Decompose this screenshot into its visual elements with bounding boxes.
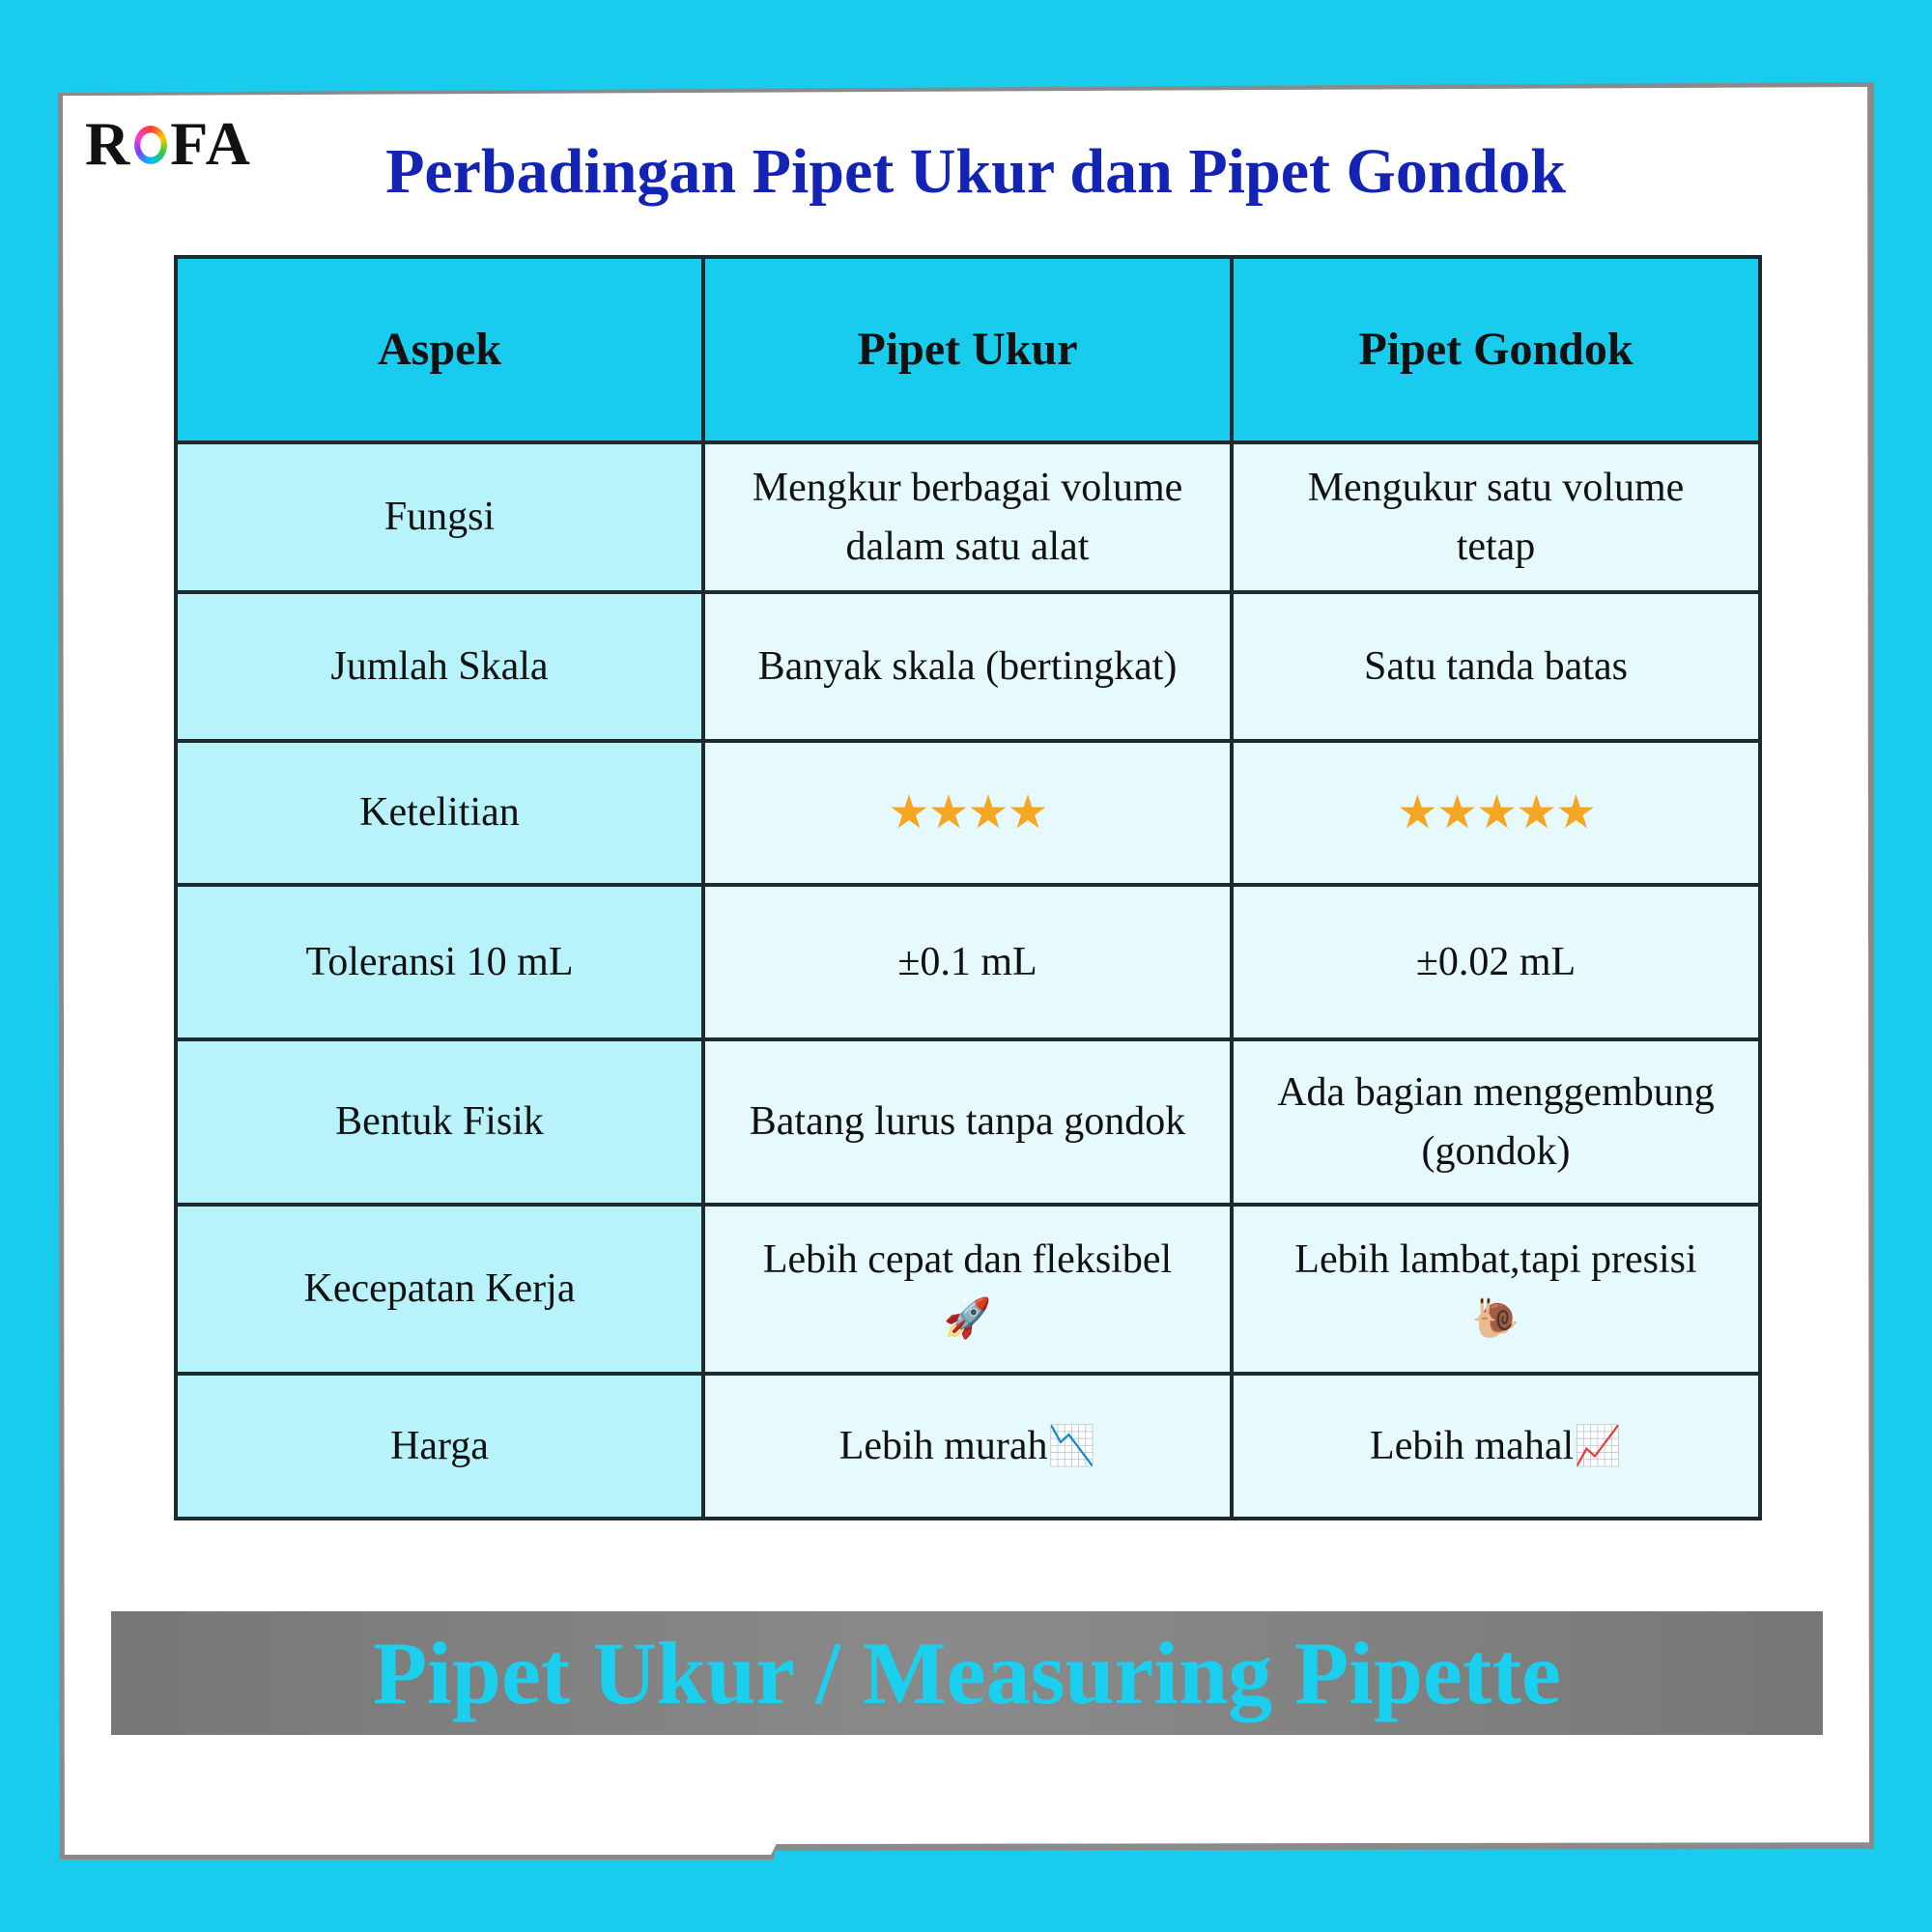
page-title: Perbadingan Pipet Ukur dan Pipet Gondok xyxy=(385,136,1566,207)
ukur-cell xyxy=(703,1205,1232,1374)
ukur-cell xyxy=(703,741,1232,885)
table-row-harga xyxy=(176,1374,1760,1519)
aspect-cell: Ketelitian xyxy=(176,741,703,885)
ukur-cell: Banyak skala (bertingkat) xyxy=(703,592,1232,741)
gondok-text: Lebih lambat,tapi presisi xyxy=(1294,1236,1697,1282)
rocket-icon: 🚀 xyxy=(943,1295,992,1341)
gondok-text-line2: (gondok) xyxy=(1421,1128,1571,1174)
ukur-cell xyxy=(703,1374,1232,1519)
gondok-cell xyxy=(1232,741,1760,885)
header-pipet-ukur: Pipet Ukur xyxy=(703,257,1232,442)
table-row-fungsi xyxy=(176,442,1760,592)
gondok-cell xyxy=(1232,1039,1760,1205)
gondok-text: Lebih mahal xyxy=(1370,1423,1575,1468)
aspect-cell: Fungsi xyxy=(176,442,703,592)
header-aspek: Aspek xyxy=(176,257,703,442)
snail-icon: 🐌 xyxy=(1471,1295,1520,1341)
chart-increasing-icon: 📈 xyxy=(1574,1423,1622,1468)
banner-text: Pipet Ukur / Measuring Pipette xyxy=(373,1624,1561,1722)
gondok-cell: ±0.02 mL xyxy=(1232,885,1760,1039)
aspect-cell: Kecepatan Kerja xyxy=(176,1205,703,1374)
table-header-row xyxy=(176,257,1760,442)
gondok-cell xyxy=(1232,1205,1760,1374)
chart-decreasing-icon: 📉 xyxy=(1047,1423,1096,1468)
table-row-bentuk-fisik xyxy=(176,1039,1760,1205)
aspect-cell: Jumlah Skala xyxy=(176,592,703,741)
ukur-cell: Batang lurus tanpa gondok xyxy=(703,1039,1232,1205)
ukur-cell xyxy=(703,442,1232,592)
gondok-text-line1: Ada bagian menggembung xyxy=(1277,1069,1715,1115)
ukur-text-line1: Mengkur berbagai volume xyxy=(752,465,1183,510)
ukur-cell: ±0.1 mL xyxy=(703,885,1232,1039)
ukur-text-line2: dalam satu alat xyxy=(845,524,1090,569)
aspect-cell: Toleransi 10 mL xyxy=(176,885,703,1039)
header-pipet-gondok: Pipet Gondok xyxy=(1232,257,1760,442)
aspect-cell: Harga xyxy=(176,1374,703,1519)
ukur-text: Lebih murah xyxy=(838,1423,1048,1468)
star-rating-icon: ★★★★★ xyxy=(1396,784,1596,839)
gondok-cell xyxy=(1232,1374,1760,1519)
table-row-toleransi xyxy=(176,885,1760,1039)
bottom-banner xyxy=(111,1611,1823,1735)
table-row-ketelitian xyxy=(176,741,1760,885)
ukur-text: Lebih cepat dan fleksibel xyxy=(762,1236,1173,1282)
table-row-jumlah-skala xyxy=(176,592,1760,741)
comparison-table xyxy=(174,255,1762,1520)
gondok-cell: Satu tanda batas xyxy=(1232,592,1760,741)
aspect-cell: Bentuk Fisik xyxy=(176,1039,703,1205)
gondok-cell xyxy=(1232,442,1760,592)
gondok-text-line1: Mengukur satu volume xyxy=(1307,465,1685,510)
table-row-kecepatan xyxy=(176,1205,1760,1374)
logo-text-left: R xyxy=(85,109,132,178)
gondok-text-line2: tetap xyxy=(1456,524,1536,569)
logo-text-right: FA xyxy=(170,109,252,178)
star-rating-icon: ★★★★ xyxy=(888,784,1047,839)
